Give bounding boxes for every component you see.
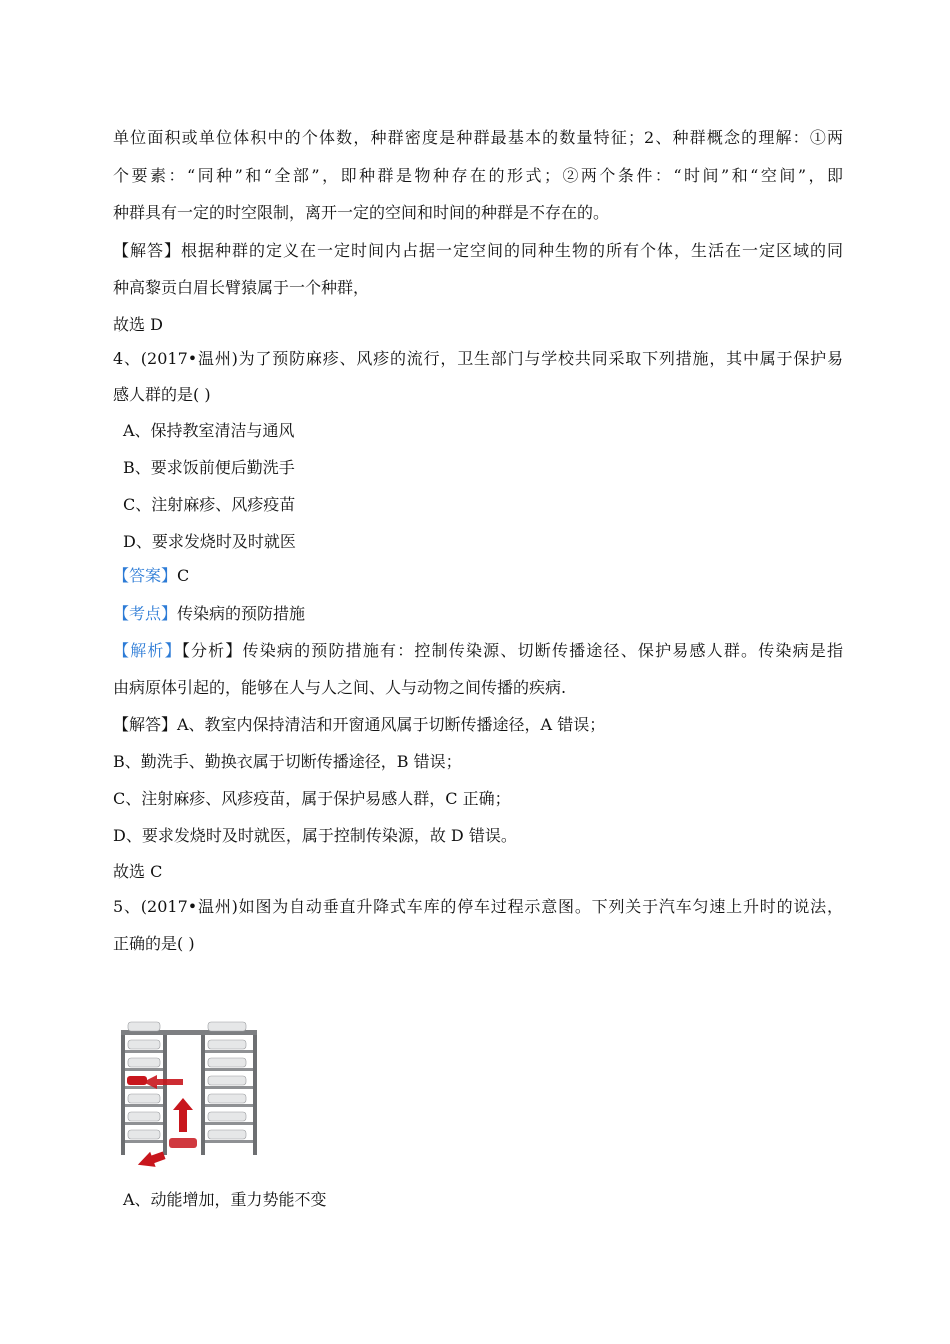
answer-value: C xyxy=(177,566,190,585)
analysis-tag: 【解析】 xyxy=(113,641,182,660)
solution-line: B、勤洗手、勤换衣属于切断传播途径，B 错误； xyxy=(113,752,462,771)
option-c: C、注射麻疹、风疹疫苗 xyxy=(123,495,296,514)
question-5-stem-cont: 正确的是( ) xyxy=(113,934,195,953)
choice-line: 故选 D xyxy=(113,315,163,334)
point-tag: 【考点】 xyxy=(113,604,178,623)
analysis-line xyxy=(113,641,843,661)
option-b: B、要求饭前便后勤洗手 xyxy=(123,458,295,477)
solution-line: 种高黎贡白眉长臂猿属于一个种群， xyxy=(113,278,370,297)
answer-tag: 【答案】 xyxy=(113,566,178,585)
option-d: D、要求发烧时及时就医 xyxy=(123,532,296,551)
paragraph-line: 单位面积或单位体积中的个体数，种群密度是种群最基本的数量特征；2、种群概念的理解：①两 xyxy=(113,128,843,147)
question-5-option-a: A、动能增加，重力势能不变 xyxy=(123,1190,327,1209)
solution-line: 【解答】根据种群的定义在一定时间内占据一定空间的同种生物的所有个体，生活在一定区域的同 xyxy=(113,241,843,260)
option-a: A、保持教室清洁与通风 xyxy=(123,421,295,440)
solution-line: 【解答】A、教室内保持清洁和开窗通风属于切断传播途径，A 错误； xyxy=(113,715,606,734)
paragraph-line: 个要素：“同种”和“全部”，即种群是物种存在的形式；②两个条件：“时间”和“空间”，即 xyxy=(113,166,843,185)
solution-line: C、注射麻疹、风疹疫苗，属于保护易感人群，C 正确； xyxy=(113,789,511,808)
question-5-stem: 5、(2017•温州)如图为自动垂直升降式车库的停车过程示意图。下列关于汽车匀速上升时的说法， xyxy=(113,897,843,916)
point-line xyxy=(113,604,843,624)
paragraph-line: 种群具有一定的时空限制，离开一定的空间和时间的种群是不存在的。 xyxy=(113,203,610,222)
question-4-stem-cont: 感人群的是( ) xyxy=(113,385,211,404)
analysis-line-cont: 由病原体引起的，能够在人与人之间、人与动物之间传播的疾病. xyxy=(113,678,567,697)
point-value: 传染病的预防措施 xyxy=(177,604,306,623)
analysis-text: 【分析】传染病的预防措施有：控制传染源、切断传播途径、保护易感人群。传染病是指 xyxy=(181,641,843,660)
parking-garage-figure xyxy=(113,1020,273,1170)
choice-line: 故选 C xyxy=(113,862,163,881)
solution-line: D、要求发烧时及时就医，属于控制传染源，故 D 错误。 xyxy=(113,826,517,845)
question-4-stem: 4、(2017•温州)为了预防麻疹、风疹的流行，卫生部门与学校共同采取下列措施，其中属于保护易 xyxy=(113,349,843,368)
answer-line xyxy=(113,566,843,586)
